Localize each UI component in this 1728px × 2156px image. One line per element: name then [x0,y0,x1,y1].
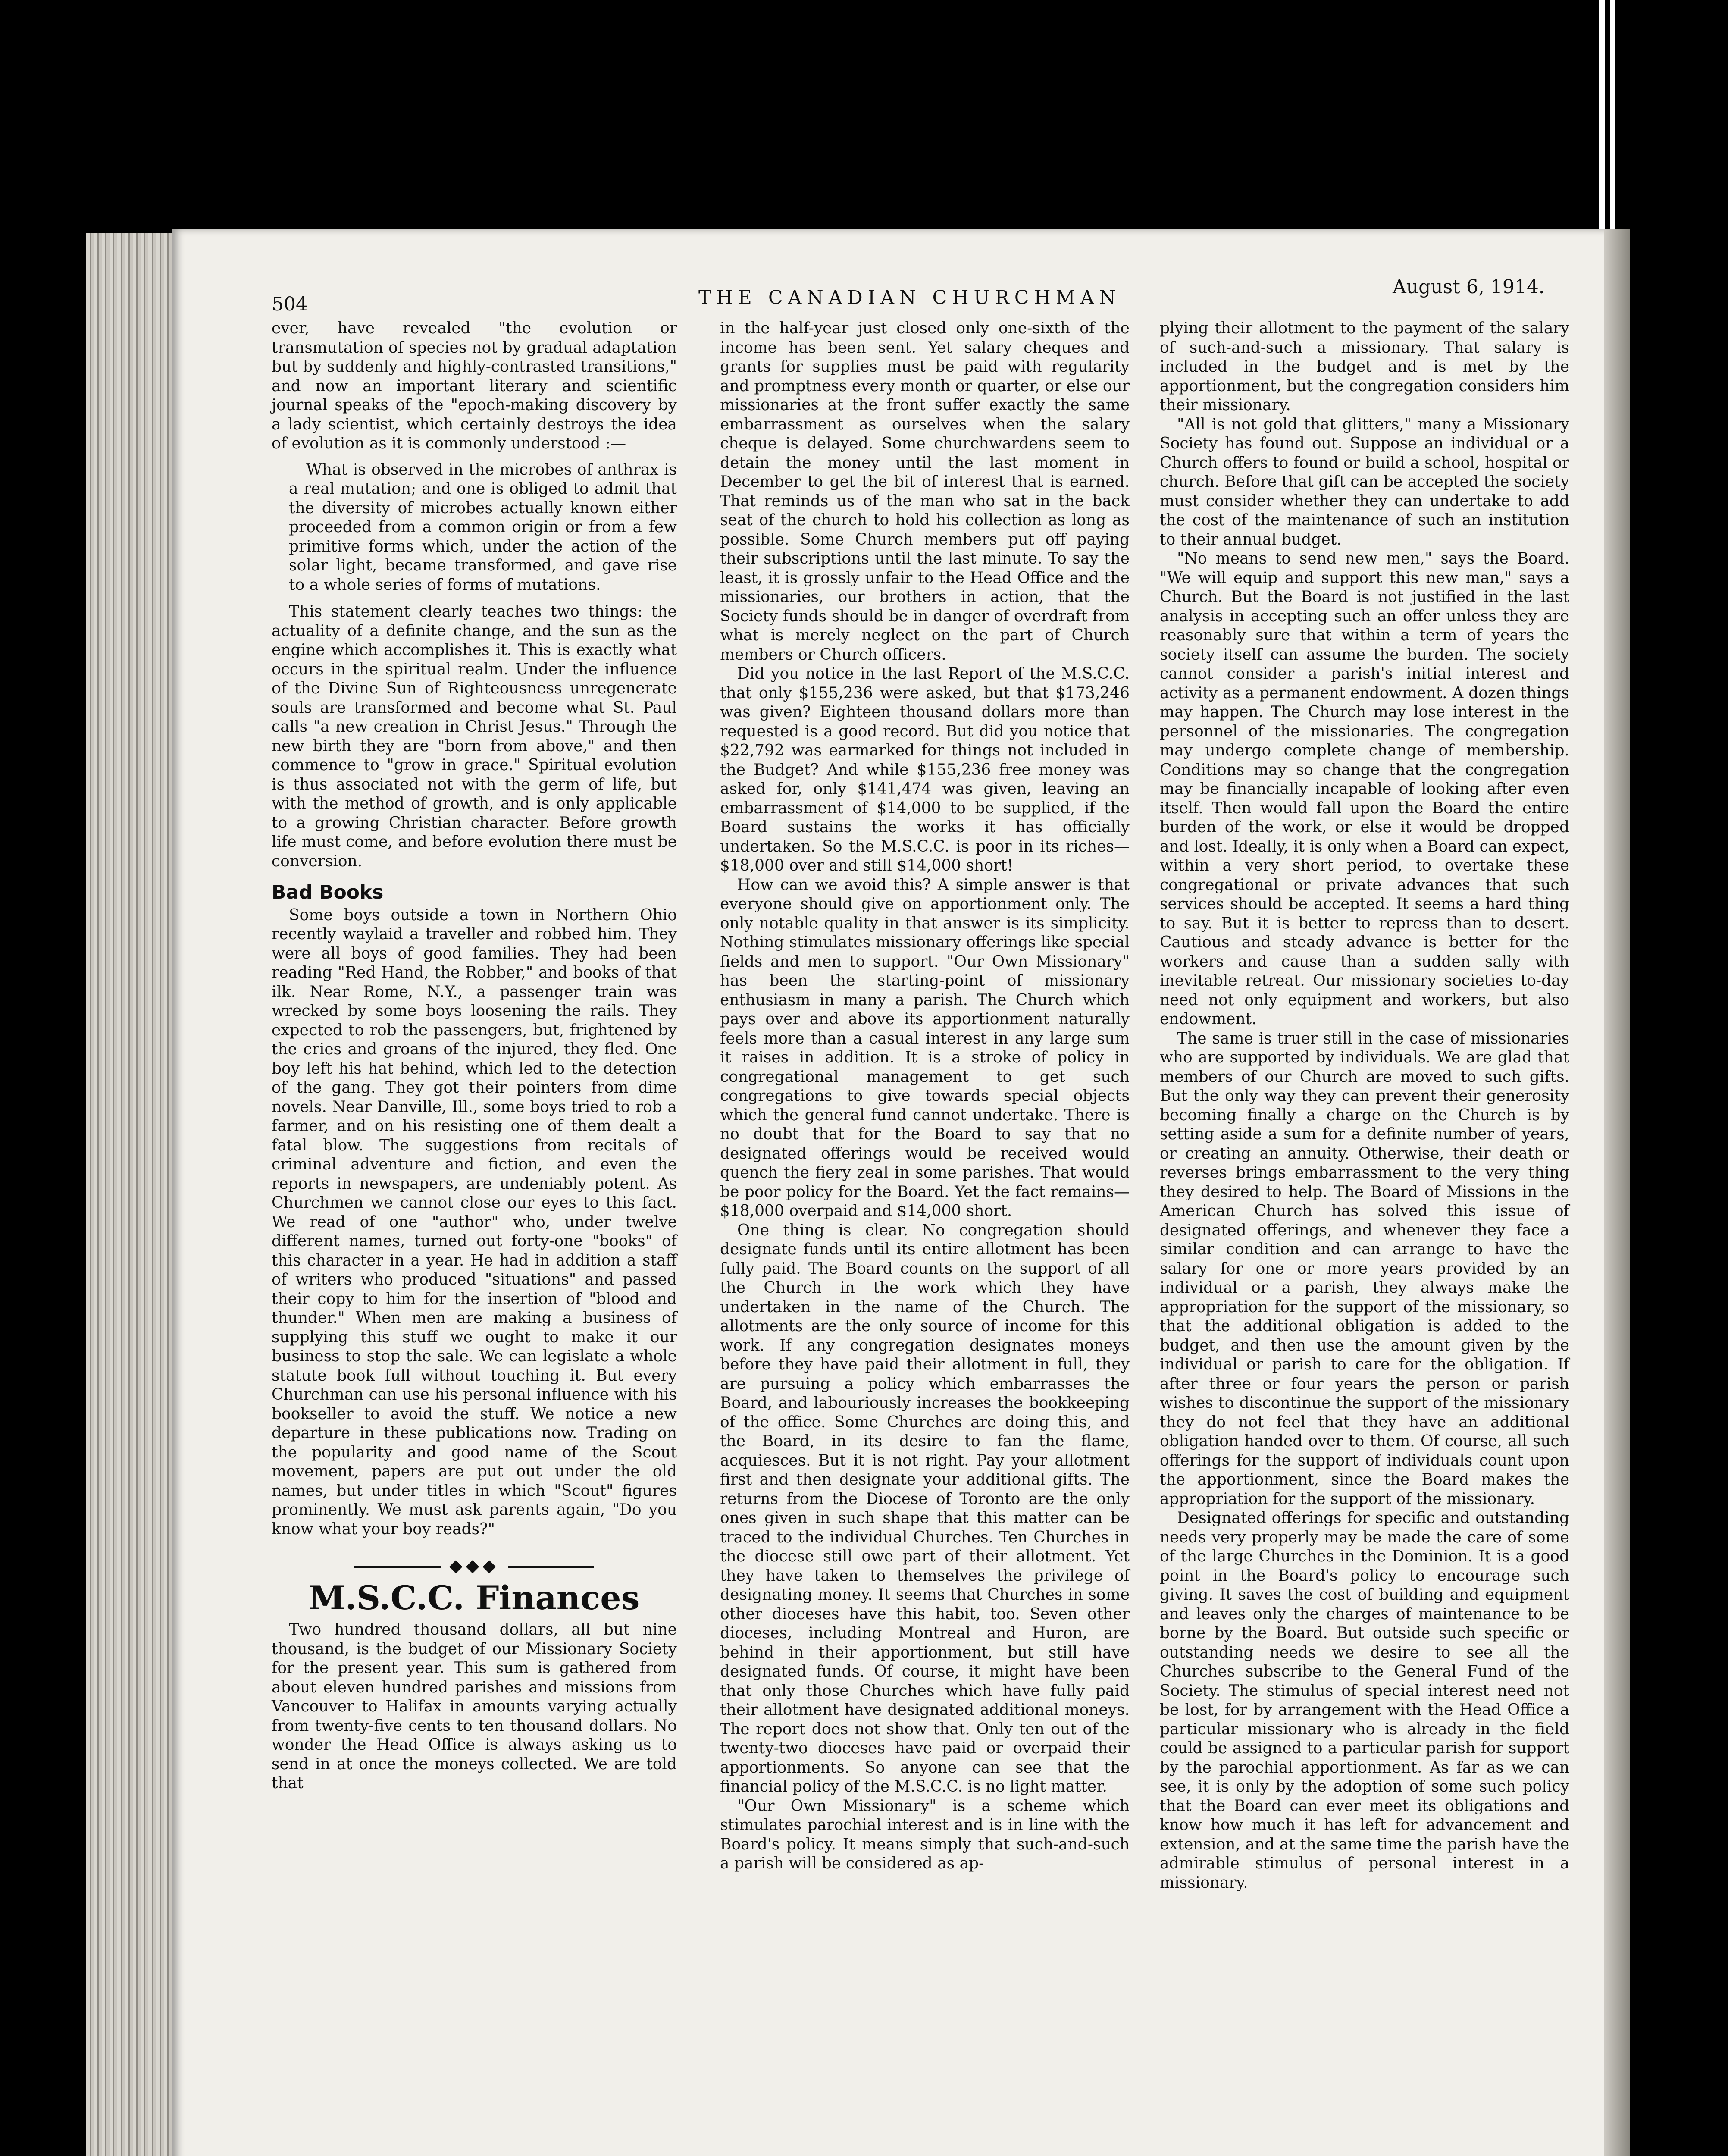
column-2 [720,319,1130,1874]
section-heading-bad-books: Bad Books [272,881,384,903]
paragraph: "Our Own Missionary" is a scheme which stimulates parochial interest and is in line with the Board's policy. It means simply that such-and-such a parish will be considered as ap- [720,1797,1130,1872]
paragraph: One thing is clear. No congregation should designate funds until its entire allotment has been fully paid. The Board counts on the support of all the Church in the work which they have undertaken in the name of the Church. The allotments are the only source of income for this work. If any congregation designates moneys before they have paid their allotment in full, they are pursuing a policy which embarrasses the Board, and labouriously increases the bookkeeping of the office. Some Churches are doing this, and the Board, in its desire to fan the flame, acquiesces. But it is not right. Pay your allotment first and then designate your additional gifts. The returns from the Diocese of Toronto are the only ones given in such shape that this matter can be traced to the individual Churches. Ten Churches in the diocese still owe part of their allotment. Yet they have taken to themselves the privilege of designating money. It seems that Churches in some other dioceses have this habit, too. Seven other dioceses, including Montreal and Huron, are behind in their apportionment, but still have designated funds. Of course, it might have been that only those Churches which have fully paid their allotment have designated additional moneys. The report does not show that. Only ten out of the twenty-two dioceses have paid or overpaid their apportionments. So anyone can see that the financial policy of the M.S.C.C. is no light matter. [720,1221,1130,1796]
page-number: 504 [272,293,308,315]
publication-title: THE CANADIAN CHURCHMAN [698,287,1121,309]
paragraph: Two hundred thousand dollars, all but nine thousand, is the budget of our Missionary Society for the present year. This sum is gathered from about eleven hundred parishes and missions from Vancouver to Halifax in amounts varying actually from twenty-five cents to ten thousand dollars. No wonder the Head Office is always asking us to send in at once the moneys collected. We are told that [272,1621,677,1792]
block-quote [289,461,677,595]
quote-text: What is observed in the microbes of anthrax is a real mutation; and one is obliged to admit that the diversity of microbes actually known either proceeded from a common origin or from a few primitive forms which, under the action of the solar light, became transformed, and gave rise to a whole series of forms of mutations. [289,461,677,594]
page-gutter [1604,229,1630,2156]
issue-date: August 6, 1914. [1393,276,1545,298]
paragraph: "All is not gold that glitters," many a Missionary Society has found out. Suppose an individual or a Church offers to found or build a school, hospital or church. Before that gift can be accepted the society must consider whether they can undertake to add the cost of the maintenance of such an institution to their annual budget. [1160,415,1569,548]
paragraph: How can we avoid this? A simple answer is that everyone should give on apportionment only. The only notable quality in that answer is its simplicity. Nothing stimulates missionary offerings like special fields and men to support. "Our Own Missionary" has been the starting-point of missionary enthusiasm in many a parish. The Church which pays over and above its apportionment naturally feels more than a casual interest in any large sum it raises in addition. It is a stroke of policy in congregational management to get such congregations to give towards special objects which the general fund cannot undertake. There is no doubt that for the Board to say that no designated offerings would be received would quench the fiery zeal in some parishes. That would be poor policy for the Board. Yet the fact remains—$18,000 overpaid and $14,000 short. [720,876,1130,1220]
paragraph: Some boys outside a town in Northern Ohio recently waylaid a traveller and robbed him. They were all boys of good families. They had been reading "Red Hand, the Robber," and books of that ilk. Near Rome, N.Y., a passenger train was wrecked by some boys loosening the rails. They expected to rob the passengers, but, frightened by the cries and groans of the injured, they fled. One boy left his hat behind, which led to the detection of the gang. They got their pointers from dime novels. Near Danville, Ill., some boys tried to rob a farmer, and on his resisting one of them dealt a fatal blow. The suggestions from recitals of criminal adventure and fiction, and even the reports in newspapers, are undeniably potent. As Churchmen we cannot close our eyes to this fact. We read of one "author" who, under twelve different names, turned out forty-one "books" of this character in a year. He had in addition a staff of writers who produced "situations" and passed their copy to him for the insertion of "blood and thunder." When men are making a business of supplying this stuff we ought to make it our business to stop the sale. We can legislate a whole statute book full without touching it. But every Churchman can use his personal influence with his bookseller to avoid the stuff. We notice a new departure in these publications now. Trading on the popularity and good name of the Scout movement, papers are put out under the old names, but under titles in which "Scout" figures prominently. We must ask parents again, "Do you know what your boy reads?" [272,906,677,1538]
column-1 [272,319,677,1793]
column-3 [1160,319,1569,1893]
paragraph: in the half-year just closed only one-sixth of the income has been sent. Yet salary cheques and grants for supplies must be paid with regularity and promptness every month or quarter, or else our missionaries at the front suffer exactly the same embarrassment as ourselves when the salary cheque is delayed. Some churchwardens seem to detain the money until the last moment in December to get the bit of interest that is earned. That reminds us of the man who sat in the back seat of the church to hold his collection as long as possible. Some Church members put off paying their subscriptions until the last minute. To say the least, it is grossly unfair to the Head Office and the missionaries, our brothers in action, that the Society funds should be in danger of overdraft from what is merely neglect on the part of Church members or Church officers. [720,320,1130,664]
paragraph: Designated offerings for specific and outstanding needs very properly may be made the care of some of the large Churches in the Dominion. It is a good point in the Board's policy to encourage such giving. It saves the cost of building and equipment and leaves only the charges of maintenance to be borne by the Board. But outside such specific or outstanding needs we desire to see all the Churches subscribe to the General Fund of the Society. The stimulus of special interest need not be lost, for by arrangement with the Head Office a particular missionary who is already in the field could be assigned to a particular parish for support by the parochial apportionment. As far as we can see, it is only by the adoption of some such policy that the Board can ever meet its obligations and know how much it has left for advancement and extension, and at the same time the parish have the admirable stimulus of personal interest in a missionary. [1160,1509,1569,1892]
newspaper-page [172,229,1630,2156]
paragraph: plying their allotment to the payment of the salary of such-and-such a missionary. That salary is included in the budget and is met by the apportionment, but the congregation considers him their missionary. [1160,320,1569,414]
article-heading-msc-finances: M.S.C.C. Finances [309,1578,640,1617]
ornament-divider: ◆◆◆ [272,1556,677,1576]
paragraph: ever, have revealed "the evolution or transmutation of species not by gradual adaptation but by suddenly and highly-contrasted transitions," and now an important literary and scientific journal speaks of the "epoch-making discovery by a lady scientist, which certainly destroys the idea of evolution as it is commonly understood :— [272,320,677,452]
paragraph: "No means to send new men," says the Board. "We will equip and support this new man," says a Church. But the Board is not justified in the last analysis in accepting such an offer unless they are reasonably sure that within a term of years the society itself can assume the burden. The society cannot consider a parish's initial interest and activity as a permanent endowment. A dozen things may happen. The Church may lose interest in the personnel of the missionaries. The congregation may undergo complete change of membership. Conditions may so change that the congregation may be financially incapable of looking after even itself. Then would fall upon the Board the entire burden of the work, or else it would be dropped and lost. Ideally, it is only when a Board can expect, within a very short period, to overtake these congregational or private advances that such services should be accepted. It seems a hard thing to say. But it is better to repress than to desert. Cautious and steady advance is better for the workers and cause than a sudden sally with inevitable retreat. Our missionary societies to-day need not only equipment and workers, but also endowment. [1160,550,1569,1028]
paragraph: The same is truer still in the case of missionaries who are supported by individuals. We are glad that members of our Church are moved to such gifts. But the only way they can prevent their generosity becoming finally a charge on the Church is by setting aside a sum for a definite number of years, or creating an annuity. Otherwise, their death or reverses brings embarrassment to the very thing they desired to help. The Board of Missions in the American Church has solved this issue of designated offerings, and whenever they face a similar condition and can arrange to have the salary for one or more years provided by an individual or a parish, they always make the appropriation for the support of the missionary, so that the additional obligation is added to the budget, and then use the amount given by the individual or parish to care for the obligation. If after three or four years the person or parish wishes to discontinue the support of the missionary they do not feel that they have an additional obligation handed over to them. Of course, all such offerings for the support of individuals count upon the apportionment, since the Board makes the appropriation for the support of the missionary. [1160,1029,1569,1508]
book-page-edges [86,233,172,2156]
paragraph: Did you notice in the last Report of the M.S.C.C. that only $155,236 were asked, but that $173,246 was given? Eighteen thousand dollars more than requested is a good record. But did you notice that $22,792 was earmarked for things not included in the Budget? And while $155,236 free money was asked for, only $141,474 was given, leaving an embarrassment of $14,000 to be supplied, if the Board sustains the works it has officially undertaken. So the M.S.C.C. is poor in its riches—$18,000 over and still $14,000 short! [720,665,1130,874]
paragraph: This statement clearly teaches two things: the actuality of a definite change, and the sun as the engine which accomplishes it. This is exactly what occurs in the spiritual realm. Under the influence of the Divine Sun of Righteousness unregenerate souls are transformed and become what St. Paul calls "a new creation in Christ Jesus." Through the new birth they are "born from above," and then commence to "grow in grace." Spiritual evolution is thus associated not with the germ of life, but with the method of growth, and is only applicable to a growing Christian character. Before growth life must come, and before evolution there must be conversion. [272,603,677,870]
